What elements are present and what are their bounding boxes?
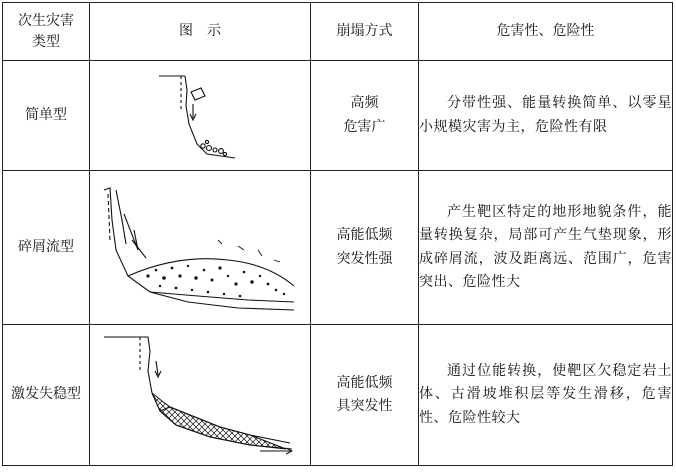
hazard-description: 通过位能转换，使靶区欠稳定岩土体、古滑坡堆积层等发生滑移，危害性、危险性较大	[419, 363, 672, 426]
collapse-mode-line2: 突发性强	[336, 250, 393, 267]
collapse-mode-line2: 危害广	[343, 118, 386, 135]
header-diagram-label: 图 示	[179, 22, 221, 39]
header-collapse-mode-label: 崩塌方式	[336, 22, 393, 39]
collapse-mode-line1: 高能低频	[336, 227, 393, 244]
hazard-description-cell	[419, 171, 673, 325]
table-row	[3, 171, 673, 325]
collapse-mode-cell	[311, 325, 419, 466]
collapse-mode-line1: 高频	[350, 95, 379, 112]
hazard-type-cell	[3, 325, 90, 466]
header-diagram	[90, 3, 311, 61]
diagram-cell	[90, 171, 311, 325]
hazard-type-cell	[3, 171, 90, 325]
hazard-type-name: 激发失稳型	[11, 386, 81, 403]
hazard-description-cell	[419, 61, 673, 171]
diagram-cell	[90, 61, 311, 171]
collapse-mode-cell	[311, 61, 419, 171]
hazard-description: 产生靶区特定的地形地貌条件，能量转换复杂，局部可产生气垫现象，形成碎屑流，波及距离远、范围广，危害突出、危险性大	[419, 204, 672, 290]
collapse-mode-cell	[311, 171, 419, 325]
simple-collapse-diagram	[155, 68, 245, 164]
collapse-mode-line2: 具突发性	[336, 398, 393, 414]
header-hazard-description	[419, 3, 673, 61]
collapse-mode-line1: 高能低频	[336, 374, 393, 391]
hazard-type-cell	[3, 61, 90, 171]
triggered-instability-diagram	[100, 331, 300, 459]
hazard-type-table	[2, 2, 673, 466]
hazard-description: 分带性强、能量转换简单、以零星小规模灾害为主，危险性有限	[419, 95, 672, 135]
hazard-type-name: 简单型	[25, 106, 67, 123]
table-row	[3, 325, 673, 466]
header-hazard-type-line1: 次生灾害	[18, 12, 74, 29]
header-collapse-mode	[311, 3, 419, 61]
header-hazard-description-label: 危害性、危险性	[496, 22, 595, 39]
table-row	[3, 61, 673, 171]
debris-flow-diagram	[98, 180, 302, 316]
header-hazard-type-line2: 类型	[32, 33, 60, 50]
table-header-row	[3, 3, 673, 61]
hazard-description-cell	[419, 325, 673, 466]
header-hazard-type	[3, 3, 90, 61]
hazard-type-name: 碎屑流型	[18, 238, 74, 255]
diagram-cell	[90, 325, 311, 466]
